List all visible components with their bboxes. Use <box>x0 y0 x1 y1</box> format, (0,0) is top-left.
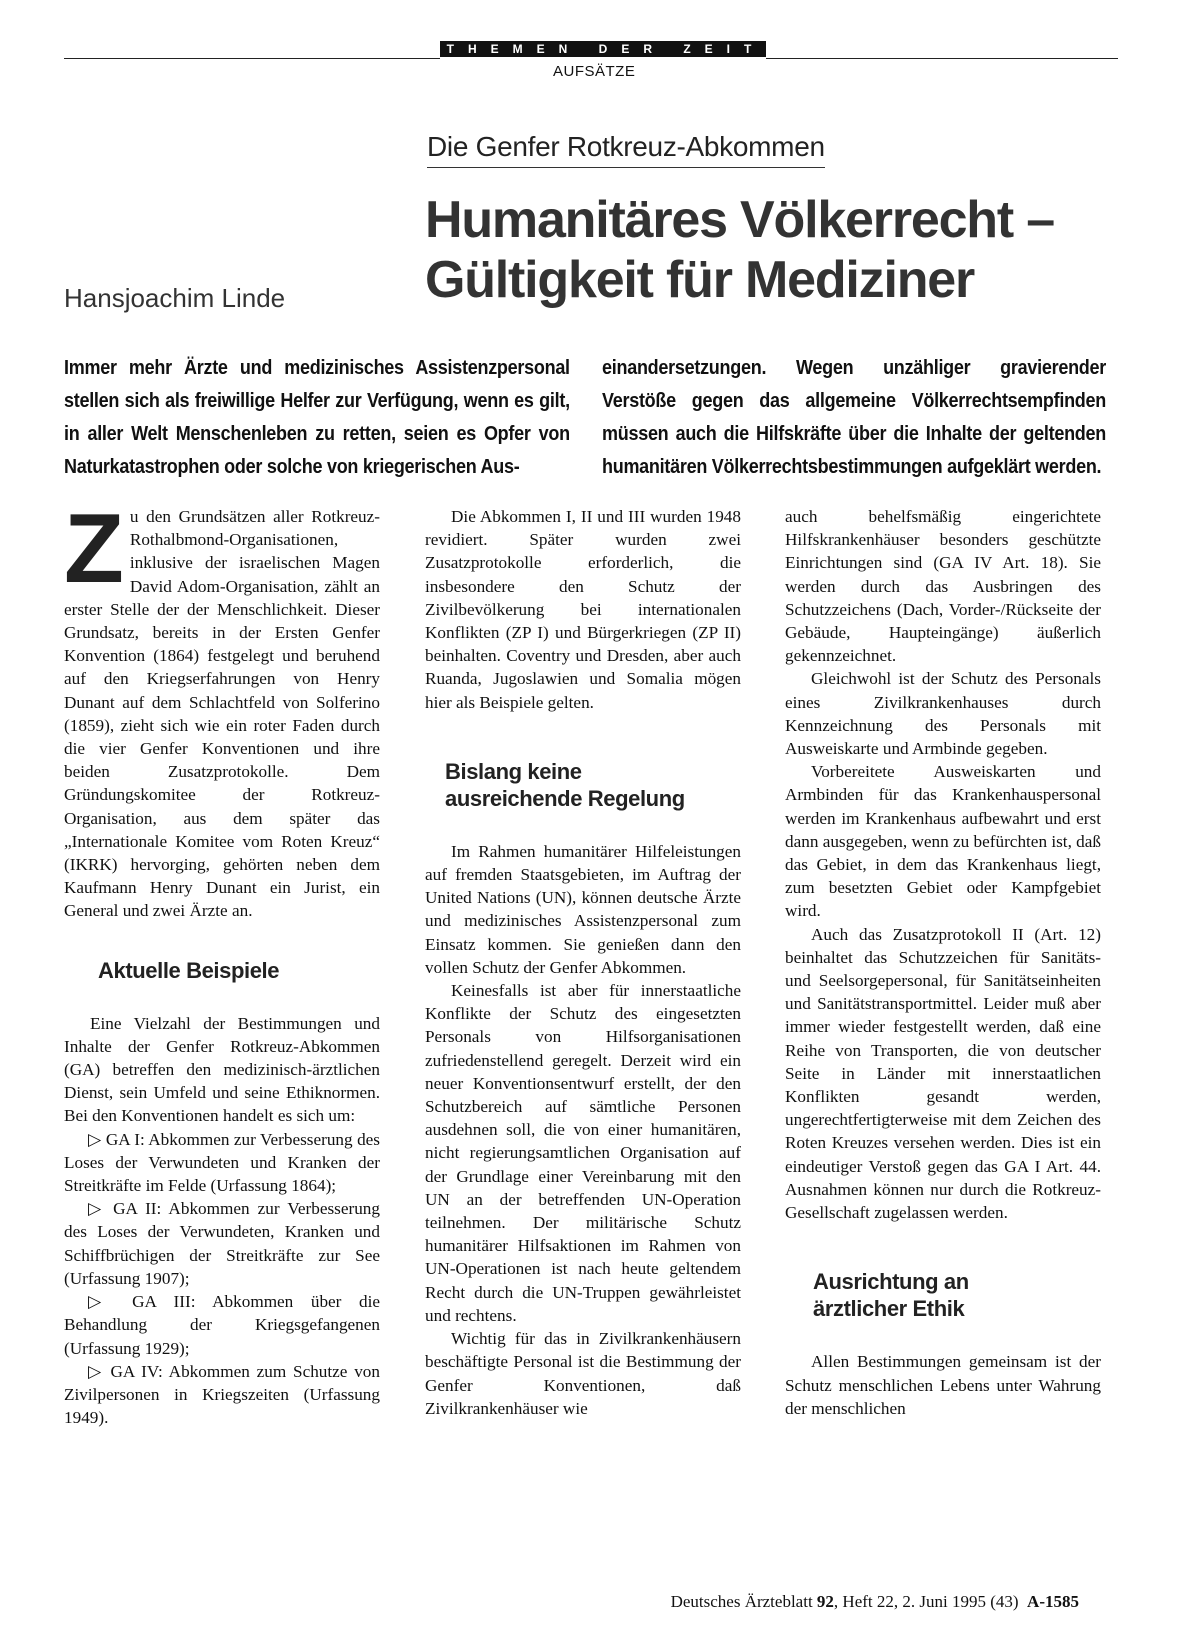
header-rule-left <box>64 58 440 59</box>
lead-right <box>602 352 1106 484</box>
column-3 <box>785 505 1101 1420</box>
list-item-ga3: ▷ GA III: Abkommen über die Behandlung der Kriegsgefangenen (Urfassung 1929); <box>64 1292 380 1358</box>
drop-cap: Z <box>64 493 124 603</box>
col3-paragraph-1: auch behelfsmäßig eingerichtete Hilfskrankenhäuser besonders geschützte Einrichtungen sind (GA IV Art. 18). Sie werden durch das Ausbringen des Schutzzeichens (Dach, Vorder-/Rückseite der Gebäude, Haupteingänge) äußerlich gekennzeichnet. <box>785 507 1101 666</box>
heading-line-1: Bislang keine <box>445 758 582 784</box>
heading-aktuelle-beispiele: Aktuelle Beispiele <box>98 957 280 983</box>
col2-paragraph-3: Keinesfalls ist aber für innerstaatliche Konflikte der Schutz des eingesetzten Personals von Hilfsorganisationen zufriedenstellend geregelt. Derzeit wird ein neuer Konventionsentwurf erstellt, der den Schutzbereich auf sämtliche Personen ausdehnen soll, die von einer humanitären, nicht regierungsamtlichen Organisation auf der Grundlage einer Vereinbarung mit den UN an der betreffenden UN-Operation teilnehmen. Der militärische Schutz humanitärer Hilfsaktionen im Rahmen von UN-Operationen ist nach heute geltendem Recht durch die UN-Truppen gewährleistet und rechtens. <box>425 981 741 1325</box>
col3-paragraph-5: Allen Bestimmungen gemeinsam ist der Schutz menschlichen Lebens unter Wahrung der menschlichen <box>785 1352 1101 1418</box>
list-item-ga4: ▷ GA IV: Abkommen zum Schutze von Zivilpersonen in Kriegszeiten (Urfassung 1949). <box>64 1361 380 1428</box>
lead-text-right: einandersetzungen. Wegen unzähliger gravierender Verstöße gegen das allgemeine Völkerrechtsempfinden müssen auch die Hilfskräfte über die Inhalte der geltenden humanitären Völkerrechtsbestimmungen aufgeklärt werden. <box>602 357 1106 478</box>
col1-paragraph-1: u den Grundsätzen aller Rotkreuz-Rothalbmond-Organisationen, inklusive der israelischen Magen David Adom-Organisation, zählt an erster Stelle der der Menschlichkeit. Dieser Grundsatz, bereits in der Ersten Genfer Konvention (1864) festgelegt und beruhend auf den Kriegserfahrungen von Henry Dunant auf dem Schlachtfeld von Solferino (1859), zieht sich wie ein roter Faden durch die vier Genfer Konventionen und ihre beiden Zusatzprotokolle. Dem Gründungskomitee der Rotkreuz-Organisation, aus dem später das „Internationale Komitee vom Roten Kreuz“ (IKRK) hervorging, gehörten neben dem Kaufmann Henry Dunant ein Jurist, ein General und zwei Ärzte an. <box>64 507 380 921</box>
issue-info: , Heft 22, 2. Juni 1995 (43) <box>833 1592 1019 1611</box>
column-1 <box>64 493 380 1429</box>
journal-name: Deutsches Ärzteblatt <box>670 1592 813 1611</box>
col3-paragraph-3: Vorbereitete Ausweiskarten und Armbinden für das Krankenhauspersonal werden im Krankenhaus aufbewahrt und erst dann ausgegeben, wenn zu befürchten ist, daß das Gebiet, in dem das Krankenhaus liegt, zum besetzten Gebiet oder Kampfgebiet wird. <box>785 762 1101 921</box>
article-kicker: Die Genfer Rotkreuz-Abkommen <box>427 131 825 168</box>
title-line-2: Gültigkeit für Mediziner <box>425 251 975 309</box>
author-name: Hansjoachim Linde <box>64 283 286 313</box>
section-label: THEMEN DER ZEIT <box>440 41 766 57</box>
list-item-ga1: ▷ GA I: Abkommen zur Verbesserung des Loses der Verwundeten und Kranken der Streitkräfte im Felde (Urfassung 1864); <box>64 1129 380 1196</box>
page-number: A-1585 <box>1027 1592 1079 1611</box>
heading-line-2: ärztlicher Ethik <box>813 1296 965 1322</box>
subsection-label: AUFSÄTZE <box>553 63 636 80</box>
article-title <box>425 190 1054 310</box>
col2-paragraph-4: Wichtig für das in Zivilkrankenhäusern beschäftigte Personal ist die Bestimmung der Genfer Konventionen, daß Zivilkrankenhäuser wie <box>425 1329 741 1418</box>
list-item-ga2: ▷ GA II: Abkommen zur Verbesserung des Loses der Verwundeten, Kranken und Schiffbrüchigen der Streitkräfte zur See (Urfassung 1907); <box>64 1199 380 1288</box>
heading-line-2: ausreichende Regelung <box>445 785 685 811</box>
col3-paragraph-4: Auch das Zusatzprotokoll II (Art. 12) beinhaltet das Schutzzeichen für Sanitäts- und Seelsorgepersonal, für Sanitätseinheiten und Sanitätstransportmittel. Leider muß aber immer wieder festgestellt werden, daß eine Reihe von Transporten, die von deutscher Seite in Länder mit innerstaatlichen Konflikten gesandt werden, ungerechtfertigterweise mit dem Zeichen des Roten Kreuzes versehen werden. Dies ist ein eindeutiger Verstoß gegen das GA I Art. 44. Ausnahmen können nur durch die Rotkreuz-Gesellschaft zugelassen werden. <box>785 924 1101 1223</box>
title-line-1: Humanitäres Völkerrecht – <box>425 191 1054 249</box>
lead-left <box>64 352 570 484</box>
heading-line-1: Ausrichtung an <box>813 1269 969 1295</box>
col2-paragraph-1: Die Abkommen I, II und III wurden 1948 revidiert. Später wurden zwei Zusatzprotokolle erforderlich, die insbesondere den Schutz der Zivilbevölkerung bei internationalen Konflikten (ZP I) und Bürgerkriegen (ZP II) beinhalten. Coventry und Dresden, aber auch Ruanda, Jugoslawien und Somalia mögen hier als Beispiele gelten. <box>425 507 741 712</box>
footer <box>671 1592 1079 1612</box>
heading-ausrichtung-ethik <box>785 1268 1101 1322</box>
lead-text-left: Immer mehr Ärzte und medizinisches Assistenzpersonal stellen sich als freiwillige Helfer zur Verfügung, wenn es gilt, in aller Welt Menschenleben zu retten, seien es Opfer von Naturkatastrophen oder solche von kriegerischen Aus- <box>64 357 570 478</box>
header-rule-right <box>766 58 1118 59</box>
heading-bislang-keine-regelung <box>425 758 741 812</box>
column-2 <box>425 505 741 1420</box>
col2-paragraph-2: Im Rahmen humanitärer Hilfeleistungen auf fremden Staatsgebieten, im Auftrag der United Nations (UN), können deutsche Ärzte und medizinisches Assistenzpersonal zum Einsatz kommen. Sie genießen dann den vollen Schutz der Genfer Abkommen. <box>425 841 741 977</box>
col3-paragraph-2: Gleichwohl ist der Schutz des Personals eines Zivilkrankenhauses durch Kennzeichnung des Personals mit Ausweiskarte und Armbinde gegeben. <box>785 669 1101 759</box>
volume: 92 <box>816 1592 834 1611</box>
col1-paragraph-2: Eine Vielzahl der Bestimmungen und Inhalte der Genfer Rotkreuz-Abkommen (GA) betreffen den medizinisch-ärztlichen Dienst, sein Umfeld und seine Ethiknormen. Bei den Konventionen handelt es sich um: <box>64 1013 380 1126</box>
